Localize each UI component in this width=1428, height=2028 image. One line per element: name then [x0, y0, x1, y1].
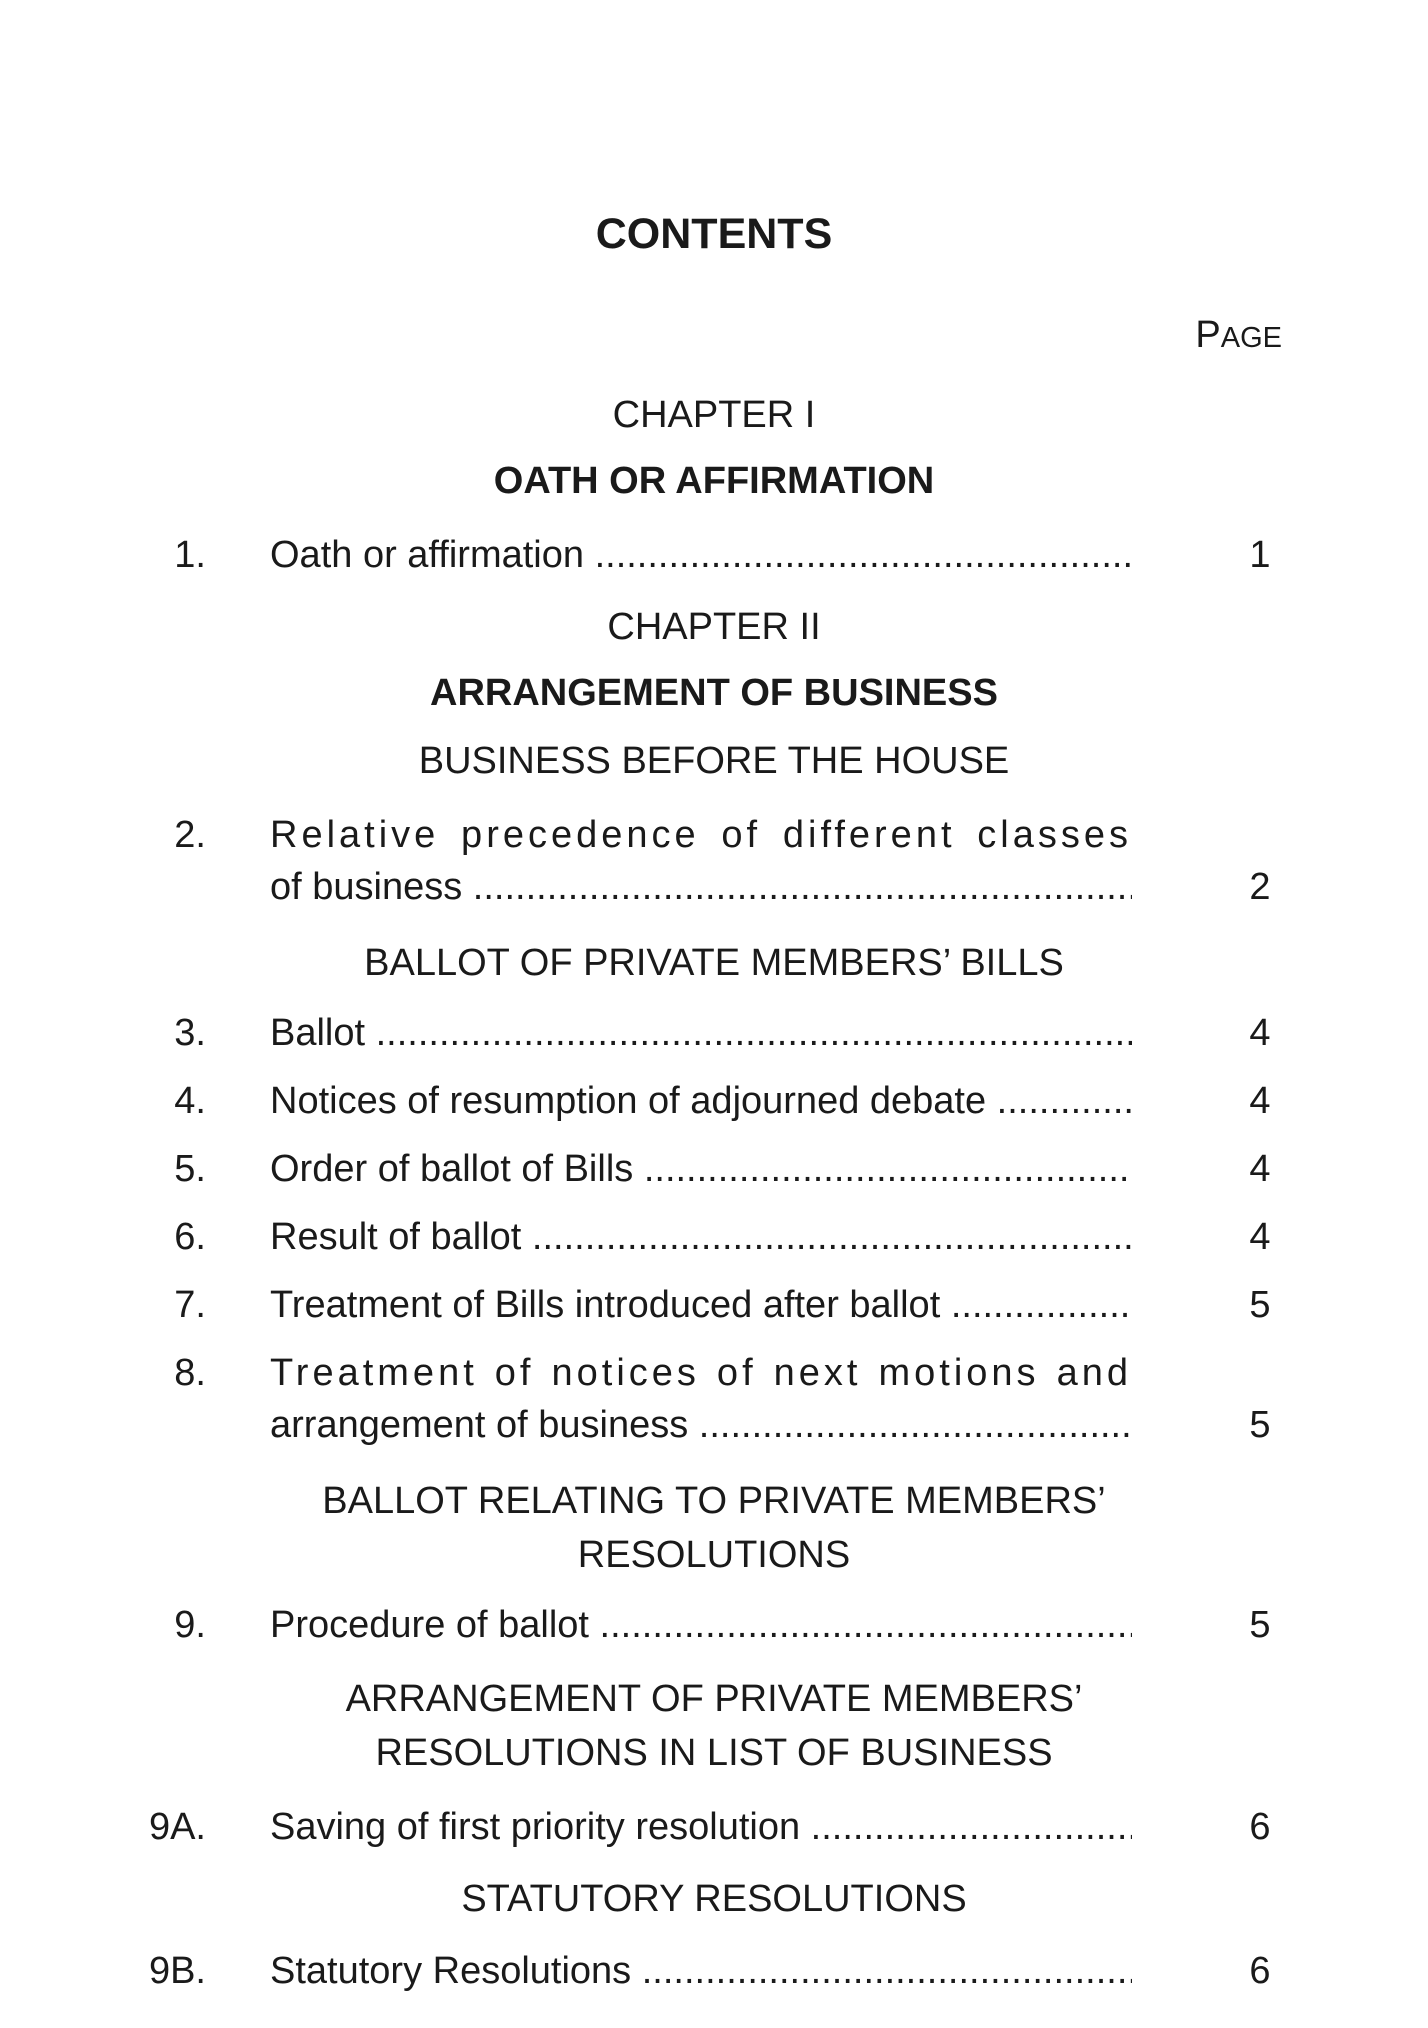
- entry-page: 6: [1249, 1806, 1271, 1848]
- section-heading: ARRANGEMENT OF PRIVATE MEMBERS’: [345, 1678, 1083, 1720]
- section-heading: RESOLUTIONS IN LIST OF BUSINESS: [375, 1732, 1053, 1774]
- toc-entry[interactable]: [270, 1402, 1132, 1448]
- toc-entry[interactable]: [270, 1804, 1132, 1850]
- entry-page: 5: [1249, 1284, 1271, 1326]
- entry-title-line1: Treatment of notices of next motions and: [270, 1352, 1132, 1394]
- entry-page: 4: [1249, 1216, 1271, 1258]
- toc-entry[interactable]: [270, 532, 1132, 578]
- entry-title: Treatment of Bills introduced after ballot: [270, 1284, 941, 1326]
- page-header-rest: AGE: [1220, 322, 1282, 354]
- entry-title: of business: [270, 866, 463, 908]
- entry-page: 4: [1249, 1080, 1271, 1122]
- toc-entry[interactable]: [270, 1010, 1132, 1056]
- entry-title: arrangement of business: [270, 1404, 689, 1446]
- entry-number: 3.: [174, 1012, 206, 1054]
- entry-number: 9A.: [148, 1806, 206, 1848]
- toc-entry[interactable]: [270, 1214, 1132, 1260]
- entry-page: 4: [1249, 1148, 1271, 1190]
- entry-number: 7.: [174, 1284, 206, 1326]
- entry-title: Notices of resumption of adjourned debate: [270, 1080, 987, 1122]
- entry-title: Oath or affirmation: [270, 534, 585, 576]
- chapter-2-label: CHAPTER II: [607, 606, 821, 648]
- section-heading: BALLOT RELATING TO PRIVATE MEMBERS’: [322, 1480, 1106, 1522]
- toc-entry[interactable]: [270, 864, 1132, 910]
- entry-page: 5: [1249, 1604, 1271, 1646]
- entry-page: 6: [1249, 1950, 1271, 1992]
- entry-number: 8.: [174, 1352, 206, 1394]
- page-title: CONTENTS: [595, 210, 833, 258]
- toc-entry[interactable]: [270, 1282, 1132, 1328]
- entry-page: 2: [1249, 866, 1271, 908]
- toc-entry[interactable]: [270, 1948, 1132, 1994]
- section-heading: RESOLUTIONS: [577, 1534, 851, 1576]
- entry-title: Order of ballot of Bills: [270, 1148, 634, 1190]
- toc-entry[interactable]: [270, 1078, 1132, 1124]
- entry-page: 5: [1249, 1404, 1271, 1446]
- entry-number: 4.: [174, 1080, 206, 1122]
- entry-page: 1: [1249, 534, 1271, 576]
- entry-title: Result of ballot: [270, 1216, 522, 1258]
- entry-number: 9.: [174, 1604, 206, 1646]
- chapter-2-heading: ARRANGEMENT OF BUSINESS: [430, 672, 998, 714]
- page-header-first: P: [1195, 314, 1221, 356]
- entry-number: 1.: [174, 534, 206, 576]
- entry-number: 2.: [174, 814, 206, 856]
- page-column-header: [1195, 312, 1282, 361]
- entry-title: Saving of first priority resolution: [270, 1806, 801, 1848]
- toc-entry[interactable]: [270, 1146, 1132, 1192]
- entry-title: Procedure of ballot: [270, 1604, 589, 1646]
- section-heading: STATUTORY RESOLUTIONS: [461, 1878, 967, 1920]
- entry-number: 9B.: [148, 1950, 206, 1992]
- entry-number: 5.: [174, 1148, 206, 1190]
- entry-title: Statutory Resolutions: [270, 1950, 632, 1992]
- entry-title-line1: Relative precedence of different classes: [270, 814, 1132, 856]
- chapter-1-heading: OATH OR AFFIRMATION: [493, 460, 935, 502]
- chapter-1-label: CHAPTER I: [612, 394, 816, 436]
- entry-page: 4: [1249, 1012, 1271, 1054]
- entry-title: Ballot: [270, 1012, 366, 1054]
- toc-entry[interactable]: [270, 1602, 1132, 1648]
- section-heading: BALLOT OF PRIVATE MEMBERS’ BILLS: [364, 942, 1064, 984]
- entry-number: 6.: [174, 1216, 206, 1258]
- section-heading: BUSINESS BEFORE THE HOUSE: [418, 740, 1010, 782]
